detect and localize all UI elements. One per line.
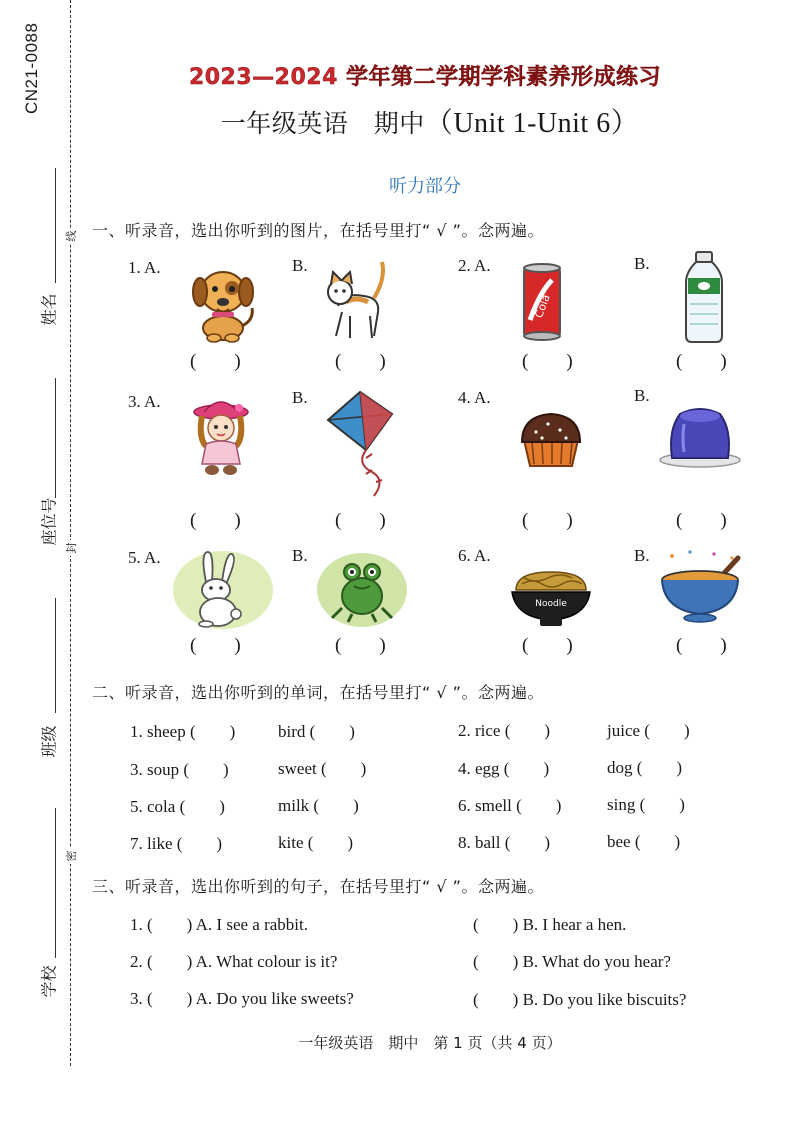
doll-icon bbox=[192, 398, 250, 478]
word-choice[interactable]: 1. sheep ( ) bbox=[130, 722, 236, 741]
part1-instruction: 一、听录音，选出你听到的图片，在括号里打“ √ ”。念两遍。 bbox=[92, 221, 544, 240]
seat-label: 座位号 bbox=[39, 497, 59, 546]
item2-a-answer[interactable]: ( ) bbox=[522, 351, 573, 372]
item5-a-answer[interactable]: ( ) bbox=[190, 635, 241, 656]
word-choice[interactable]: 5. cola ( ) bbox=[130, 797, 225, 816]
frog-icon bbox=[316, 548, 408, 628]
school-line bbox=[55, 808, 56, 958]
word-choice[interactable]: 4. egg ( ) bbox=[458, 759, 550, 778]
soup-icon bbox=[660, 550, 746, 626]
word-choice[interactable]: juice ( ) bbox=[607, 721, 690, 740]
word-choice[interactable]: 8. ball ( ) bbox=[458, 833, 551, 852]
sentence-choice-a[interactable]: 3. ( ) A. Do you like sweets? bbox=[130, 989, 354, 1008]
name-label: 姓名 bbox=[39, 293, 59, 326]
item6-a-answer[interactable]: ( ) bbox=[522, 635, 573, 656]
item3-a-answer[interactable]: ( ) bbox=[190, 510, 241, 531]
item6-b-label: B. bbox=[634, 546, 650, 565]
item6-a-label: 6. A. bbox=[458, 546, 491, 565]
word-choice[interactable]: bee ( ) bbox=[607, 832, 681, 851]
word-choice[interactable]: 3. soup ( ) bbox=[130, 760, 229, 779]
binding-dashed-line bbox=[70, 0, 71, 1066]
word-choice[interactable]: 7. like ( ) bbox=[130, 834, 223, 853]
item4-a-answer[interactable]: ( ) bbox=[522, 510, 573, 531]
sentence-choice-a[interactable]: 2. ( ) A. What colour is it? bbox=[130, 952, 338, 971]
listening-section-title: 听力部分 bbox=[389, 176, 461, 197]
svg-text:Cola: Cola bbox=[532, 292, 553, 320]
exam-subtitle: 一年级英语 期中（Unit 1-Unit 6） bbox=[220, 108, 640, 139]
exam-title: 2023—2024 学年第二学期学科素养形成练习 bbox=[188, 65, 662, 90]
item1-b-answer[interactable]: ( ) bbox=[335, 351, 386, 372]
word-choice[interactable]: dog ( ) bbox=[607, 758, 683, 777]
cat-icon bbox=[328, 258, 390, 346]
item2-b-answer[interactable]: ( ) bbox=[676, 351, 727, 372]
sentence-choice-a[interactable]: 1. ( ) A. I see a rabbit. bbox=[130, 915, 308, 934]
sentence-choice-b[interactable]: ( ) B. What do you hear? bbox=[473, 952, 671, 971]
cola-can-icon bbox=[518, 262, 566, 342]
paper-code: CN21-0088 bbox=[22, 22, 41, 114]
svg-text:Noodle: Noodle bbox=[535, 599, 567, 609]
noodles-icon bbox=[510, 570, 592, 630]
cut-mark-secret: 密 bbox=[64, 848, 78, 864]
kite-icon bbox=[326, 390, 396, 498]
word-choice[interactable]: milk ( ) bbox=[278, 796, 359, 815]
seat-line bbox=[55, 378, 56, 498]
item3-b-answer[interactable]: ( ) bbox=[335, 510, 386, 531]
item1-a-answer[interactable]: ( ) bbox=[190, 351, 241, 372]
item1-a-label: 1. A. bbox=[128, 258, 161, 277]
rabbit-icon bbox=[172, 548, 274, 630]
word-choice[interactable]: kite ( ) bbox=[278, 833, 354, 852]
item4-a-label: 4. A. bbox=[458, 388, 491, 407]
item4-b-label: B. bbox=[634, 386, 650, 405]
item3-b-label: B. bbox=[292, 388, 308, 407]
item6-b-answer[interactable]: ( ) bbox=[676, 635, 727, 656]
part3-instruction: 三、听录音，选出你听到的句子，在括号里打“ √ ”。念两遍。 bbox=[92, 877, 544, 896]
item5-b-answer[interactable]: ( ) bbox=[335, 635, 386, 656]
jelly-icon bbox=[658, 404, 742, 468]
part2-instruction: 二、听录音，选出你听到的单词，在括号里打“ √ ”。念两遍。 bbox=[92, 683, 544, 702]
word-choice[interactable]: 2. rice ( ) bbox=[458, 721, 551, 740]
word-choice[interactable]: sing ( ) bbox=[607, 795, 685, 814]
cut-mark-line: 线 bbox=[64, 228, 78, 244]
page-footer: 一年级英语 期中 第 1 页（共 4 页） bbox=[298, 1034, 562, 1052]
item2-b-label: B. bbox=[634, 254, 650, 273]
item3-a-label: 3. A. bbox=[128, 392, 161, 411]
word-choice[interactable]: sweet ( ) bbox=[278, 759, 367, 778]
word-choice[interactable]: 6. smell ( ) bbox=[458, 796, 562, 815]
dog-icon bbox=[190, 262, 256, 344]
cut-mark-seal: 封 bbox=[64, 540, 78, 556]
sentence-choice-b[interactable]: ( ) B. I hear a hen. bbox=[473, 915, 627, 934]
class-line bbox=[55, 598, 56, 713]
item5-b-label: B. bbox=[292, 546, 308, 565]
item2-a-label: 2. A. bbox=[458, 256, 491, 275]
sentence-choice-b[interactable]: ( ) B. Do you like biscuits? bbox=[473, 990, 687, 1009]
cake-icon bbox=[518, 408, 584, 470]
item5-a-label: 5. A. bbox=[128, 548, 161, 567]
school-label: 学校 bbox=[39, 965, 59, 998]
item1-b-label: B. bbox=[292, 256, 308, 275]
item4-b-answer[interactable]: ( ) bbox=[676, 510, 727, 531]
word-choice[interactable]: bird ( ) bbox=[278, 722, 355, 741]
water-bottle-icon bbox=[682, 250, 726, 344]
name-line bbox=[55, 168, 56, 283]
class-label: 班级 bbox=[39, 725, 59, 758]
